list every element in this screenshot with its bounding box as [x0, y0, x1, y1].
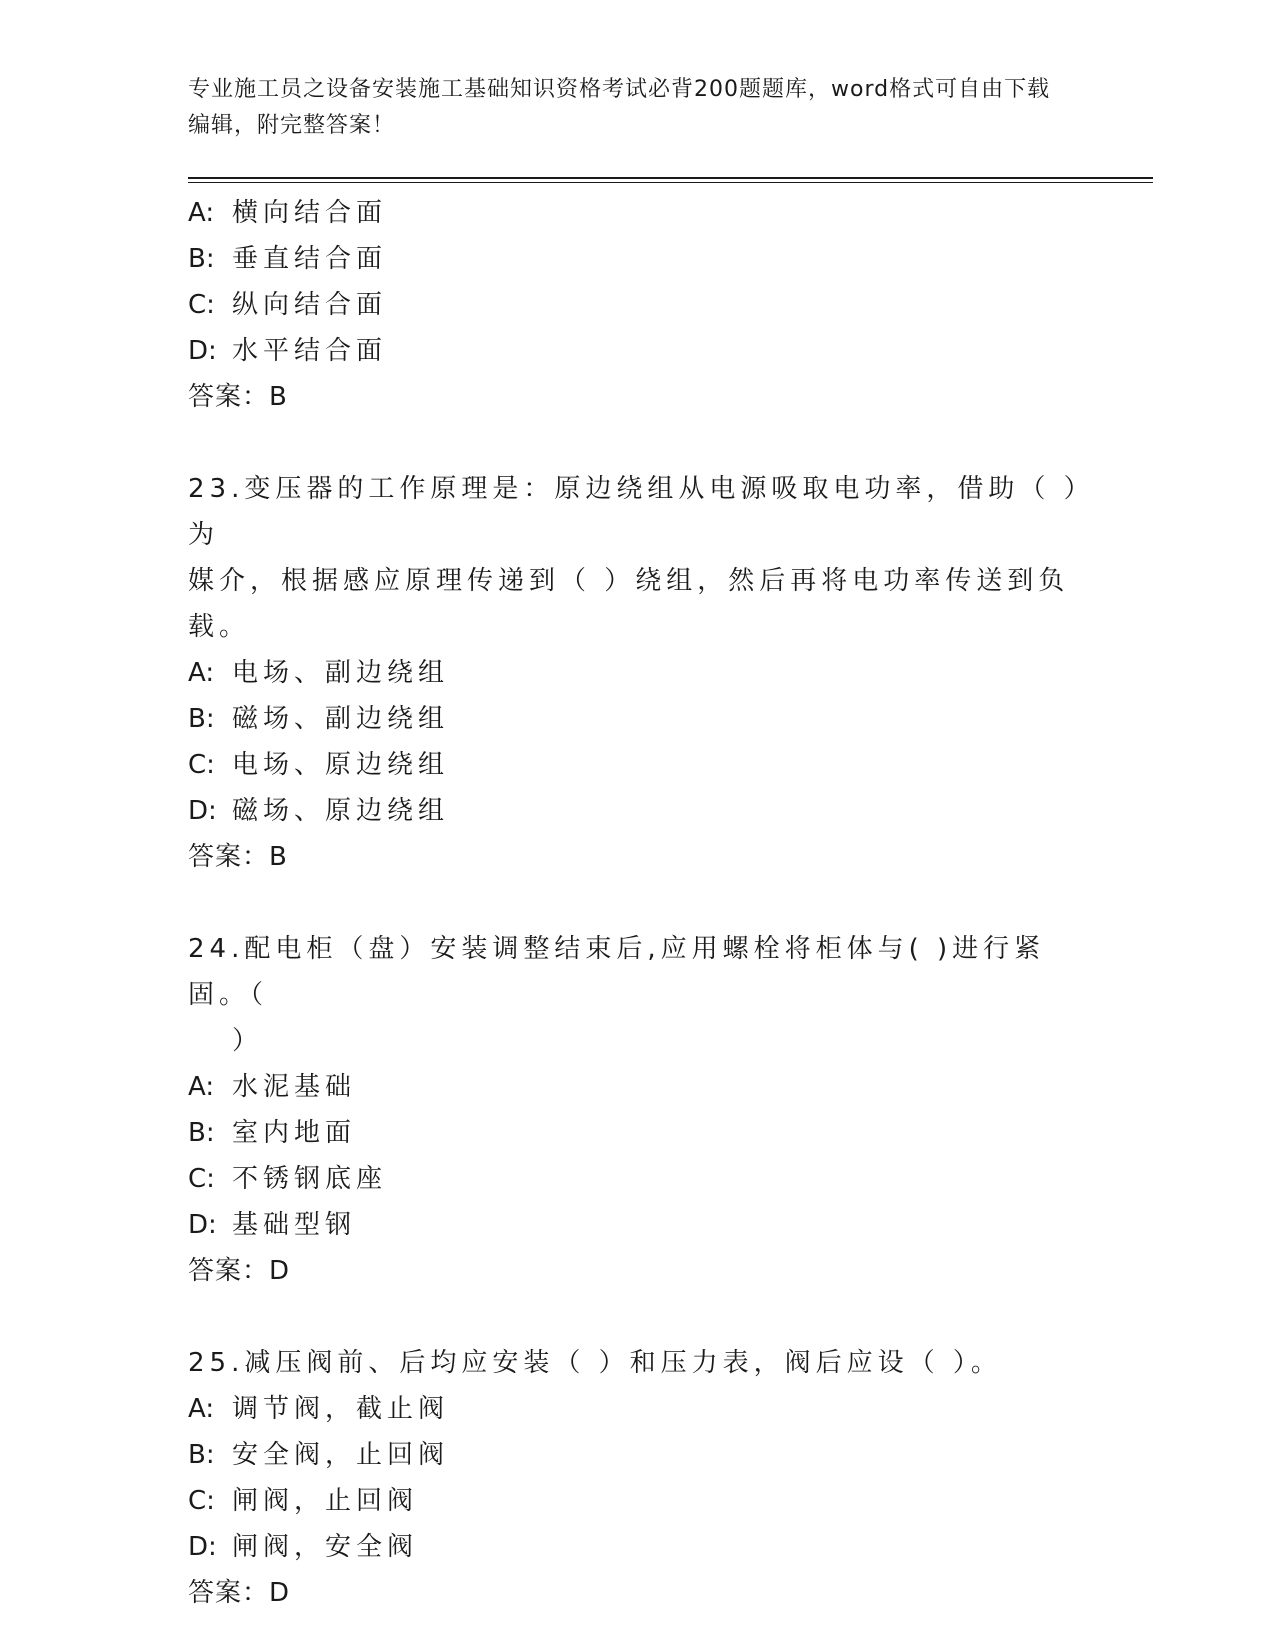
option-c: C: 电场、原边绕组: [188, 750, 450, 780]
option-c: C: 闸阀，止回阀: [188, 1486, 419, 1516]
option-b: B: 磁场、副边绕组: [188, 704, 450, 734]
question-text: 24.配电柜（盘）安装调整结束后,应用螺栓将柜体与( )进行紧固。（: [188, 934, 1046, 1010]
answer-line: 答案：B: [188, 382, 288, 412]
question-text-continued: 媒介，根据感应原理传递到（ ）绕组，然后再将电功率传送到负载。: [188, 566, 1070, 642]
answer-line: 答案：B: [188, 842, 288, 872]
question-text: 23.变压器的工作原理是：原边绕组从电源吸取电功率，借助（ ）为: [188, 474, 1082, 550]
option-b: B: 垂直结合面: [188, 244, 388, 274]
option-d: D: 磁场、原边绕组: [188, 796, 450, 826]
question-25: [188, 1340, 1088, 1616]
option-d: D: 基础型钢: [188, 1210, 357, 1240]
header-double-rule: [188, 177, 1153, 183]
question-24: [188, 926, 1088, 1294]
option-a: A: 横向结合面: [188, 198, 388, 228]
option-a: A: 调节阀，截止阀: [188, 1394, 450, 1424]
question-text-continued: ）: [232, 1026, 264, 1056]
answer-line: 答案：D: [188, 1256, 291, 1286]
spacer: [188, 880, 1088, 926]
prev-question-block: [188, 190, 1088, 420]
spacer: [188, 1294, 1088, 1340]
option-a: A: 水泥基础: [188, 1072, 357, 1102]
question-text: 25.减压阀前、后均应安装（ ）和压力表，阀后应设（ ）。: [188, 1348, 1002, 1378]
option-b: B: 安全阀，止回阀: [188, 1440, 450, 1470]
spacer: [188, 420, 1088, 466]
option-c: C: 纵向结合面: [188, 290, 388, 320]
question-list: [188, 190, 1088, 1616]
page-header: [188, 72, 1068, 144]
question-23: [188, 466, 1088, 880]
option-c: C: 不锈钢底座: [188, 1164, 388, 1194]
option-d: D: 闸阀，安全阀: [188, 1532, 419, 1562]
answer-line: 答案：D: [188, 1578, 291, 1608]
option-b: B: 室内地面: [188, 1118, 357, 1148]
option-d: D: 水平结合面: [188, 336, 388, 366]
option-a: A: 电场、副边绕组: [188, 658, 450, 688]
header-title: 专业施工员之设备安装施工基础知识资格考试必背200题题库，word格式可自由下载编辑，附完整答案！: [188, 77, 1051, 138]
